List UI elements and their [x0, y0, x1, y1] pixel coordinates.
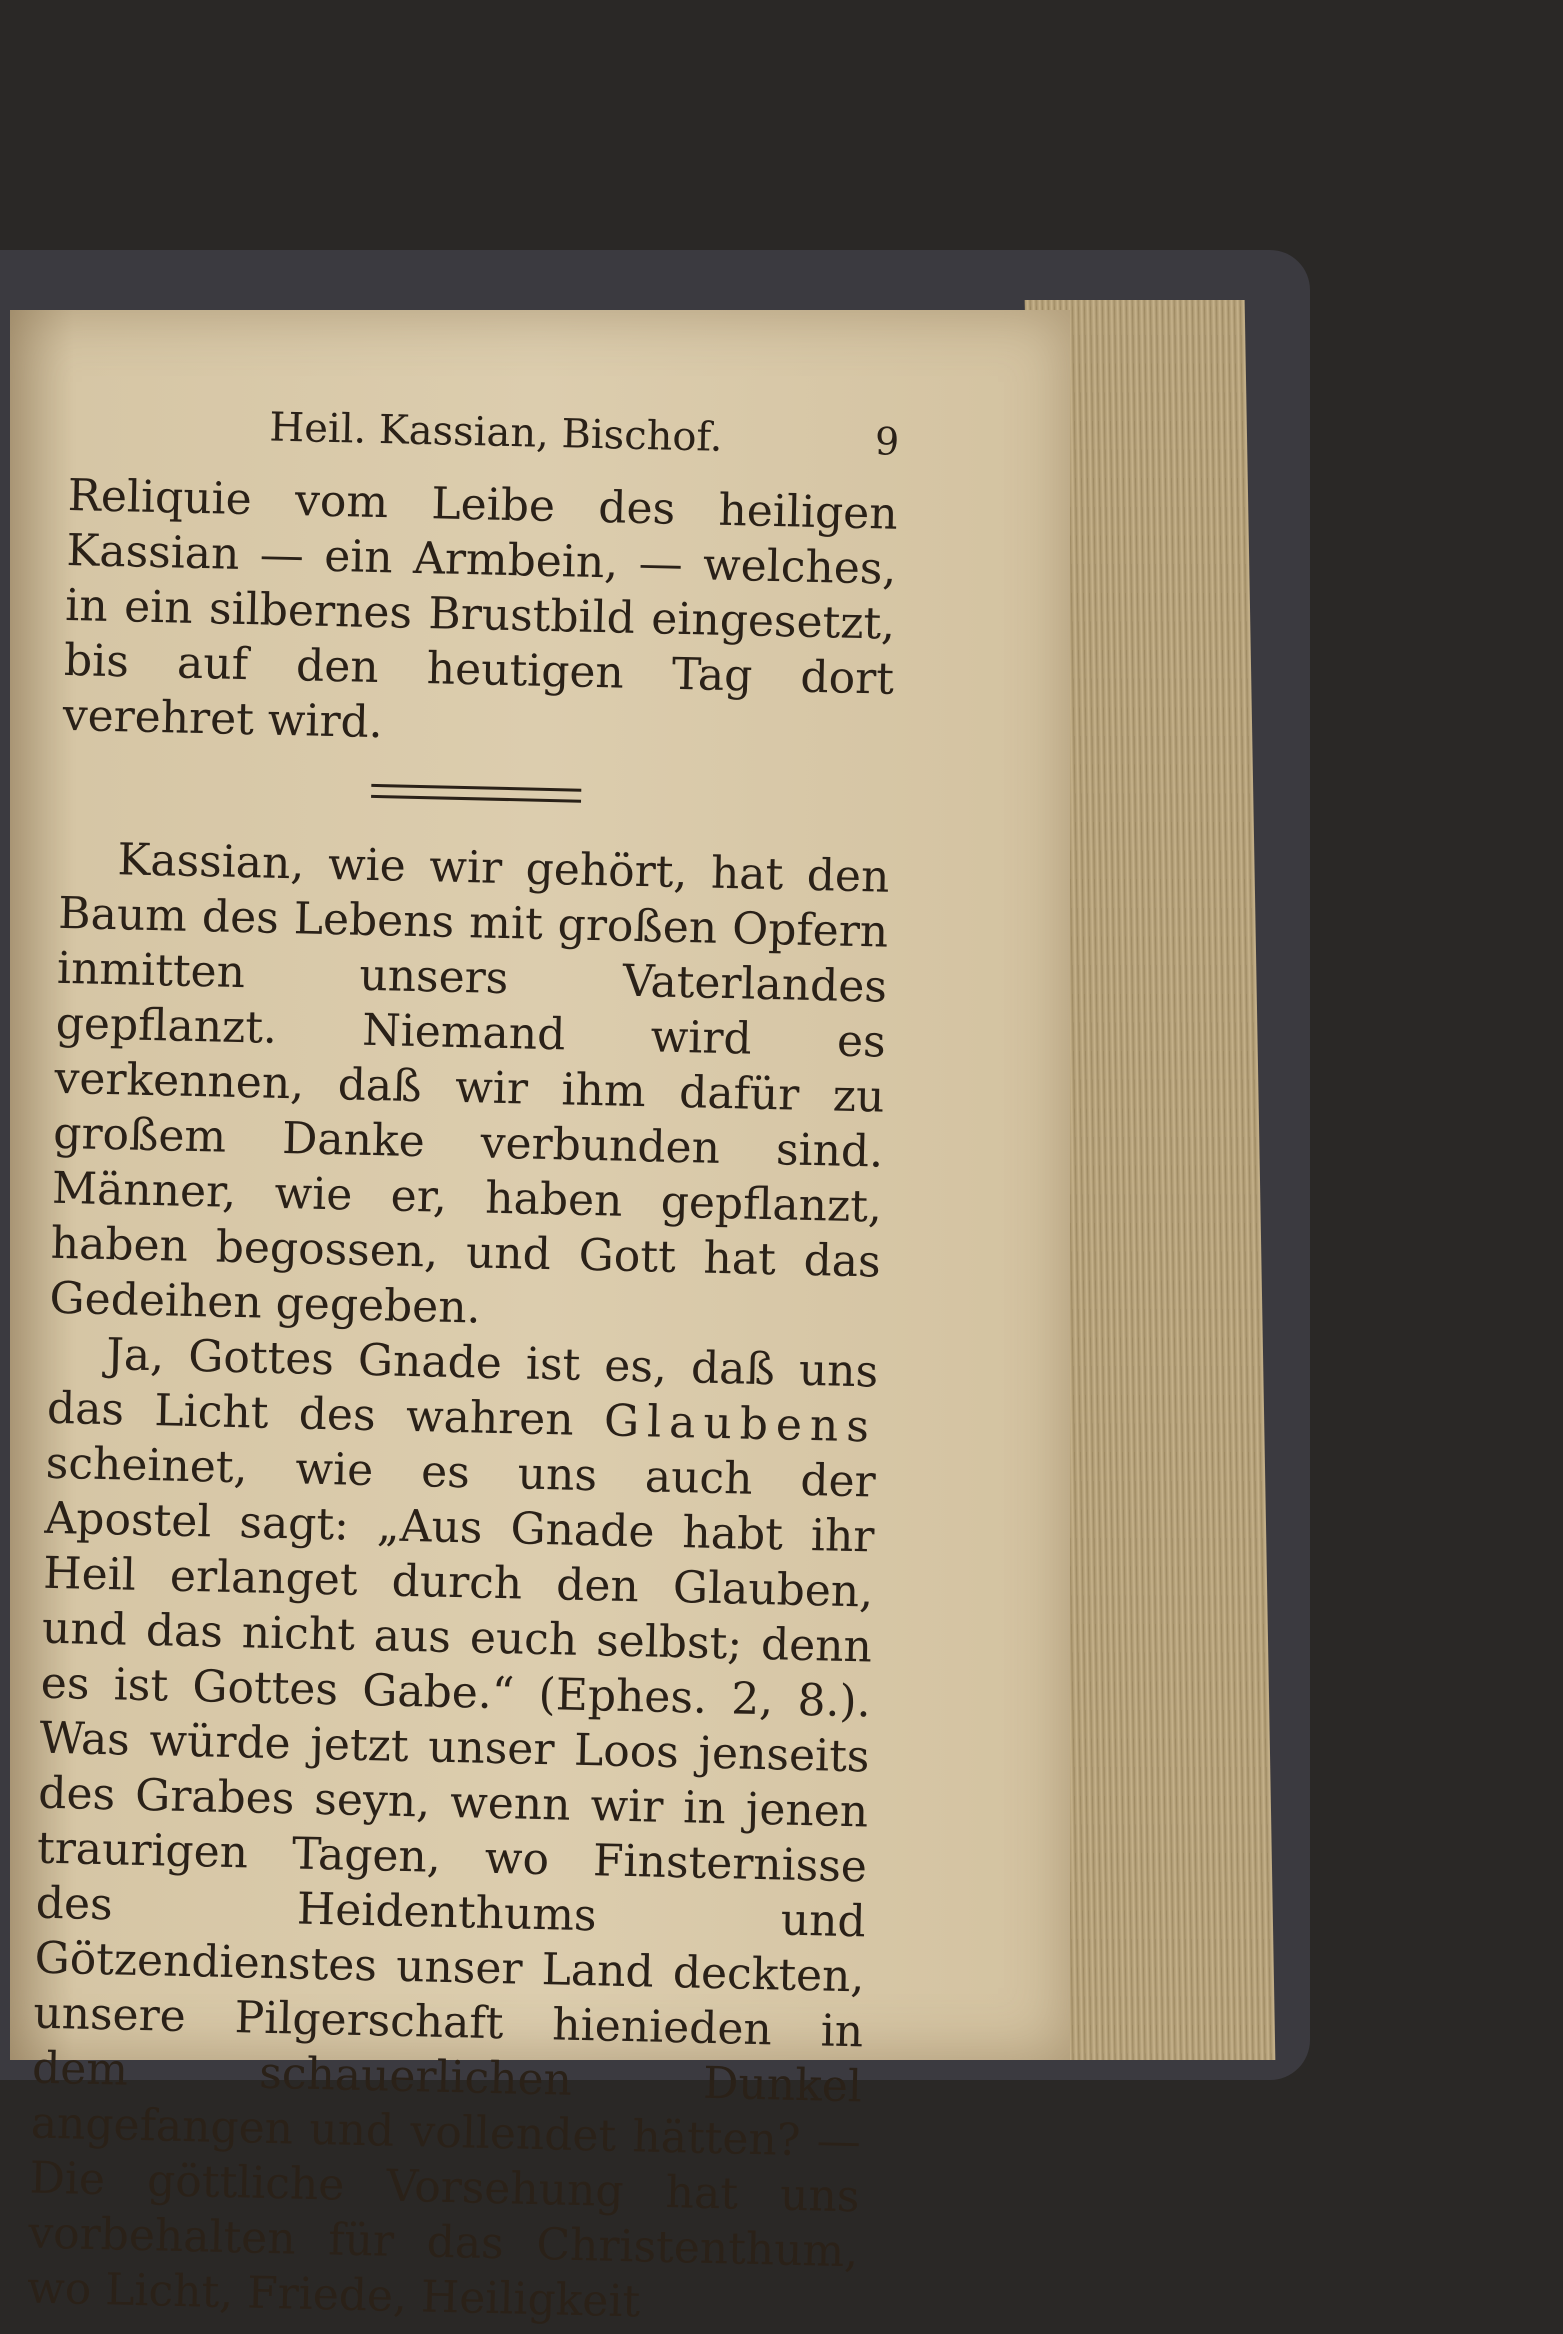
emphasized-word: Glaubens: [603, 1395, 878, 1453]
page-number: 9: [874, 419, 900, 464]
page-text: [27, 400, 900, 2334]
paragraph-3-part-b: scheinet, wie es uns auch der Apostel sagt: „Aus Gnade habt ihr Heil erlanget durch den Glauben, und das nicht aus euch selbst; denn es ist Gottes Gabe.“ (Ephes. 2, 8.). Was würde jetzt unser Loos jenseits des Grabes seyn, wenn wir in jenen traurigen Tagen, wo Finsternisse des Heidenthums und Götzendienstes unser Land deckten, unsere Pilgerschaft hienieden in dem schauerlichen Dunkel angefangen und vollendet hätten? — Die göttliche Vorsehung hat uns vorbehalten für das Christenthum, wo Licht, Friede, Heiligkeit: [26, 1437, 877, 2328]
paragraph-2: Kassian, wie wir gehört, hat den Baum des Lebens mit großen Opfern inmitten unsers Vaterlandes gepflanzt. Niemand wird es verkennen, daß wir ihm dafür zu großem Danke verbunden sind. Männer, wie er, haben gepflanzt, haben begossen, und Gott hat das Gedeihen gegeben.: [49, 834, 890, 1334]
section-divider: [371, 784, 581, 803]
running-title: Heil. Kassian, Bischof.: [268, 404, 724, 461]
paragraph-3: [27, 1326, 879, 2334]
paragraph-3-part-a: Ja, Gottes Gnade ist es, daß uns das Licht des wahren: [46, 1329, 879, 1447]
paragraph-1: Reliquie vom Leibe des heiligen Kassian — ein Armbein, — welches, in ein silbernes Brustbild eingesetzt, bis auf den heutigen Tag dort verehret wird.: [62, 469, 899, 749]
